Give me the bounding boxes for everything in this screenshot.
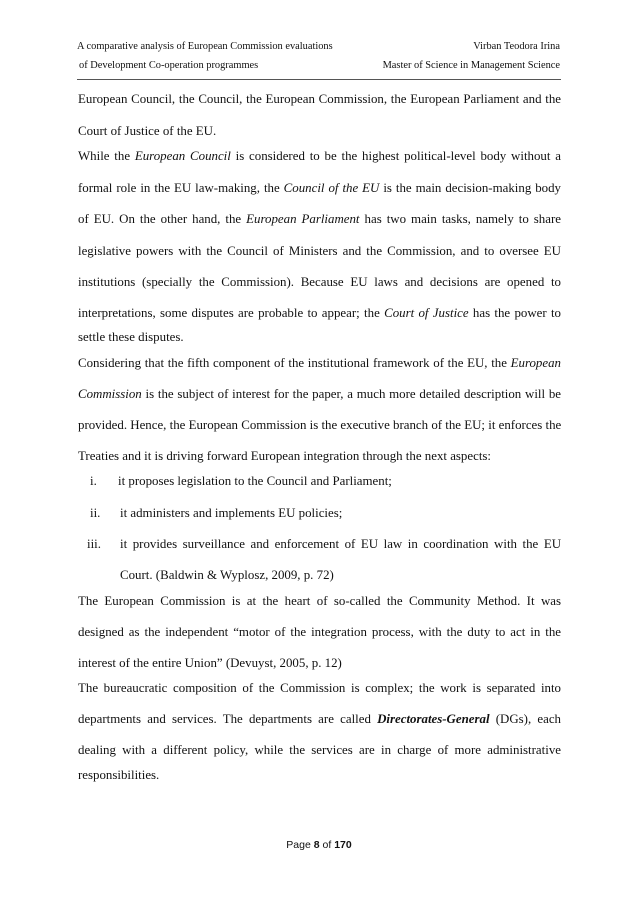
header-title-line1: A comparative analysis of European Commission evaluations [77, 41, 333, 52]
p3-line3: provided. Hence, the European Commission is the executive branch of the EU; it enforces the [78, 418, 562, 432]
p2-line7: settle these disputes. [78, 330, 184, 344]
term-directorates-general: Directorates-General [377, 712, 490, 726]
header-rule [77, 79, 561, 80]
term-european-council: European Council [134, 149, 231, 163]
footer-page-label: Page [286, 839, 311, 851]
p2-line2: formal role in the EU law-making, the Council of the EU is the main decision-making body [78, 181, 562, 195]
term-european: European [510, 356, 561, 370]
p3-line2: Commission is the subject of interest for the paper, a much more detailed description will be [78, 387, 561, 401]
p2-line1: While the European Council is considered to be the highest political-level body without a [78, 149, 561, 163]
footer-page-number: 8 [313, 839, 320, 851]
p4-line2: designed as the independent “motor of the integration process, with the duty to act in the [78, 625, 561, 639]
header-program: Master of Science in Management Science [382, 60, 560, 71]
p3-line4: Treaties and it is driving forward European integration through the next aspects: [78, 449, 491, 463]
p1-line2: Court of Justice of the EU. [78, 124, 217, 138]
list-item-number: i. [90, 474, 97, 488]
page-footer [0, 839, 638, 851]
list-item-number: iii. [87, 537, 101, 551]
header-title-line2: of Development Co-operation programmes [79, 60, 259, 71]
list-item-number: ii. [90, 506, 101, 520]
term-commission: Commission [78, 387, 142, 401]
p3-line1: Considering that the fifth component of the institutional framework of the EU, the European [78, 356, 561, 370]
p5-line2: departments and services. The departments are called Directorates-General (DGs), each [78, 712, 561, 726]
list-item-text: it proposes legislation to the Council and Parliament; [118, 474, 392, 488]
list-item-text: it provides surveillance and enforcement of EU law in coordination with the EU [120, 537, 561, 551]
p2-line6: interpretations, some disputes are probable to appear; the Court of Justice has the power to [78, 306, 561, 320]
p2-line5: institutions (specially the Commission). Because EU laws and decisions are opened to [78, 275, 561, 289]
list-item-continuation: Court. (Baldwin & Wyplosz, 2009, p. 72) [120, 568, 334, 582]
footer-of-label: of [322, 839, 332, 851]
p1-line1: European Council, the Council, the European Commission, the European Parliament and the [78, 92, 561, 106]
footer-page-total: 170 [334, 839, 352, 851]
header-author: Virban Teodora Irina [473, 41, 560, 52]
p5-line1: The bureaucratic composition of the Commission is complex; the work is separated into [78, 681, 561, 695]
p2-line3: of EU. On the other hand, the European Parliament has two main tasks, namely to share [78, 212, 561, 226]
p4-line1: The European Commission is at the heart of so-called the Community Method. It was [78, 594, 561, 608]
p2-line4: legislative powers with the Council of Ministers and the Commission, and to oversee EU [78, 244, 561, 258]
p5-line4: responsibilities. [78, 768, 160, 782]
p5-line3: dealing with a different policy, while the services are in charge of more administrative [78, 743, 561, 757]
list-item-text: it administers and implements EU policies; [120, 506, 343, 520]
p4-line3: interest of the entire Union” (Devuyst, 2005, p. 12) [78, 656, 342, 670]
term-court-of-justice: Court of Justice [384, 306, 469, 320]
term-european-parliament: European Parliament [246, 212, 360, 226]
term-council-of-eu: Council of the EU [283, 181, 380, 195]
